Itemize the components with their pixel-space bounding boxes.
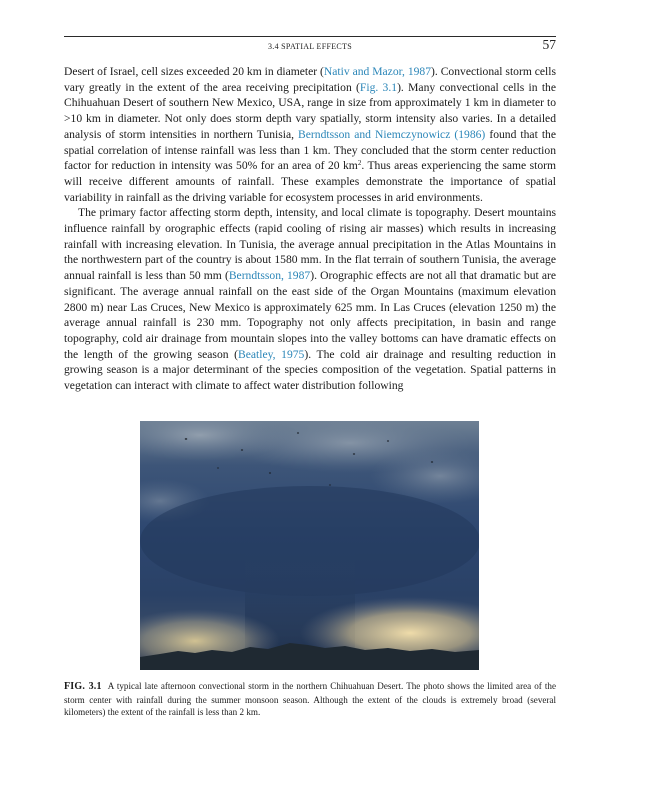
figure-caption: [64, 680, 556, 719]
citation-link[interactable]: Beatley, 1975: [238, 347, 305, 361]
paragraph-text: ). Convectional storm cells vary greatly in the extent of the area receiving precipitation (: [64, 65, 556, 94]
storm-photo-illustration: [140, 421, 479, 670]
page-number: 57: [542, 37, 556, 52]
paragraph-text: found that the spatial correlation of intense rainfall was less than 1 km. They concluded that the storm center reduction factor for reduction in intensity was 50% for an area of 20 km: [64, 127, 557, 173]
figure-photo: [140, 421, 479, 670]
paragraph-text: The primary factor affecting storm depth, intensity, and local climate is topography. Desert mountains influence rainfall by orographic effects (rapid cooling of rising air masses) which results in increasing rainfall with increasing elevation. In Tunisia, the average annual precipitation in the Atlas Mountains in the northwestern part of the country is about 1580 mm. In the flat terrain of southern Tunisia, the average annual rainfall is less than 50 mm (: [64, 206, 556, 283]
header-rule: [64, 36, 556, 37]
figure-label: FIG. 3.1: [64, 681, 102, 692]
paragraph-text: ). The cold air drainage and resulting reduction in growing season is a major determinant of the species composition of the vegetation. Spatial patterns in vegetation can interact with climate to affect water distribution following: [64, 347, 556, 393]
body-text: [64, 64, 556, 394]
citation-link[interactable]: Berndtsson and Niemczynowicz (1986): [298, 127, 486, 141]
body-paragraph: [64, 205, 556, 393]
superscript: 2: [357, 159, 362, 168]
paragraph-text: Desert of Israel, cell sizes exceeded 20 km in diameter (: [64, 65, 324, 78]
citation-link[interactable]: Berndtsson, 1987: [228, 269, 311, 283]
citation-link[interactable]: Fig. 3.1: [359, 80, 398, 94]
paragraph-text: ). Orographic effects are not all that dramatic but are significant. The average annual rainfall on the east side of the Organ Mountains (maximum elevation 2800 m) near Las Cruces, New Mexico is approximately 625 mm. In Las Cruces (elevation 1250 m) the average annual rainfall is 230 mm. Topography not only affects precipitation, in basin and range topography, cold air drainage from mountain slopes into the valley bottoms can have dramatic effects on the length of the growing season (: [64, 269, 556, 361]
figure-caption-text: A typical late afternoon convectional storm in the northern Chihuahuan Desert. The photo shows the limited area of the storm center with rainfall during the summer monsoon season. Although the extent of the clouds is extremely broad (several kilometers) the extent of the rainfall is less than 2 km.: [64, 681, 556, 718]
body-paragraph: [64, 64, 556, 205]
page-header: [64, 36, 556, 56]
citation-link[interactable]: Nativ and Mazor, 1987: [323, 65, 432, 78]
running-head: 3.4 SPATIAL EFFECTS: [267, 42, 353, 51]
paragraph-text: ). Many convectional cells in the Chihuahuan Desert of southern New Mexico, USA, range in size from approximately 1 km in diameter to >10 km in diameter. Not only does storm depth vary spatially, storm intensity also varies. In a detailed analysis of storm intensities in northern Tunisia,: [64, 80, 556, 141]
paragraph-text: . Thus areas experiencing the same storm will receive different amounts of rainfall. These examples demonstrate the importance of spatial variability in rainfall as the driving variable for ecosystem processes in arid environments.: [64, 159, 556, 204]
